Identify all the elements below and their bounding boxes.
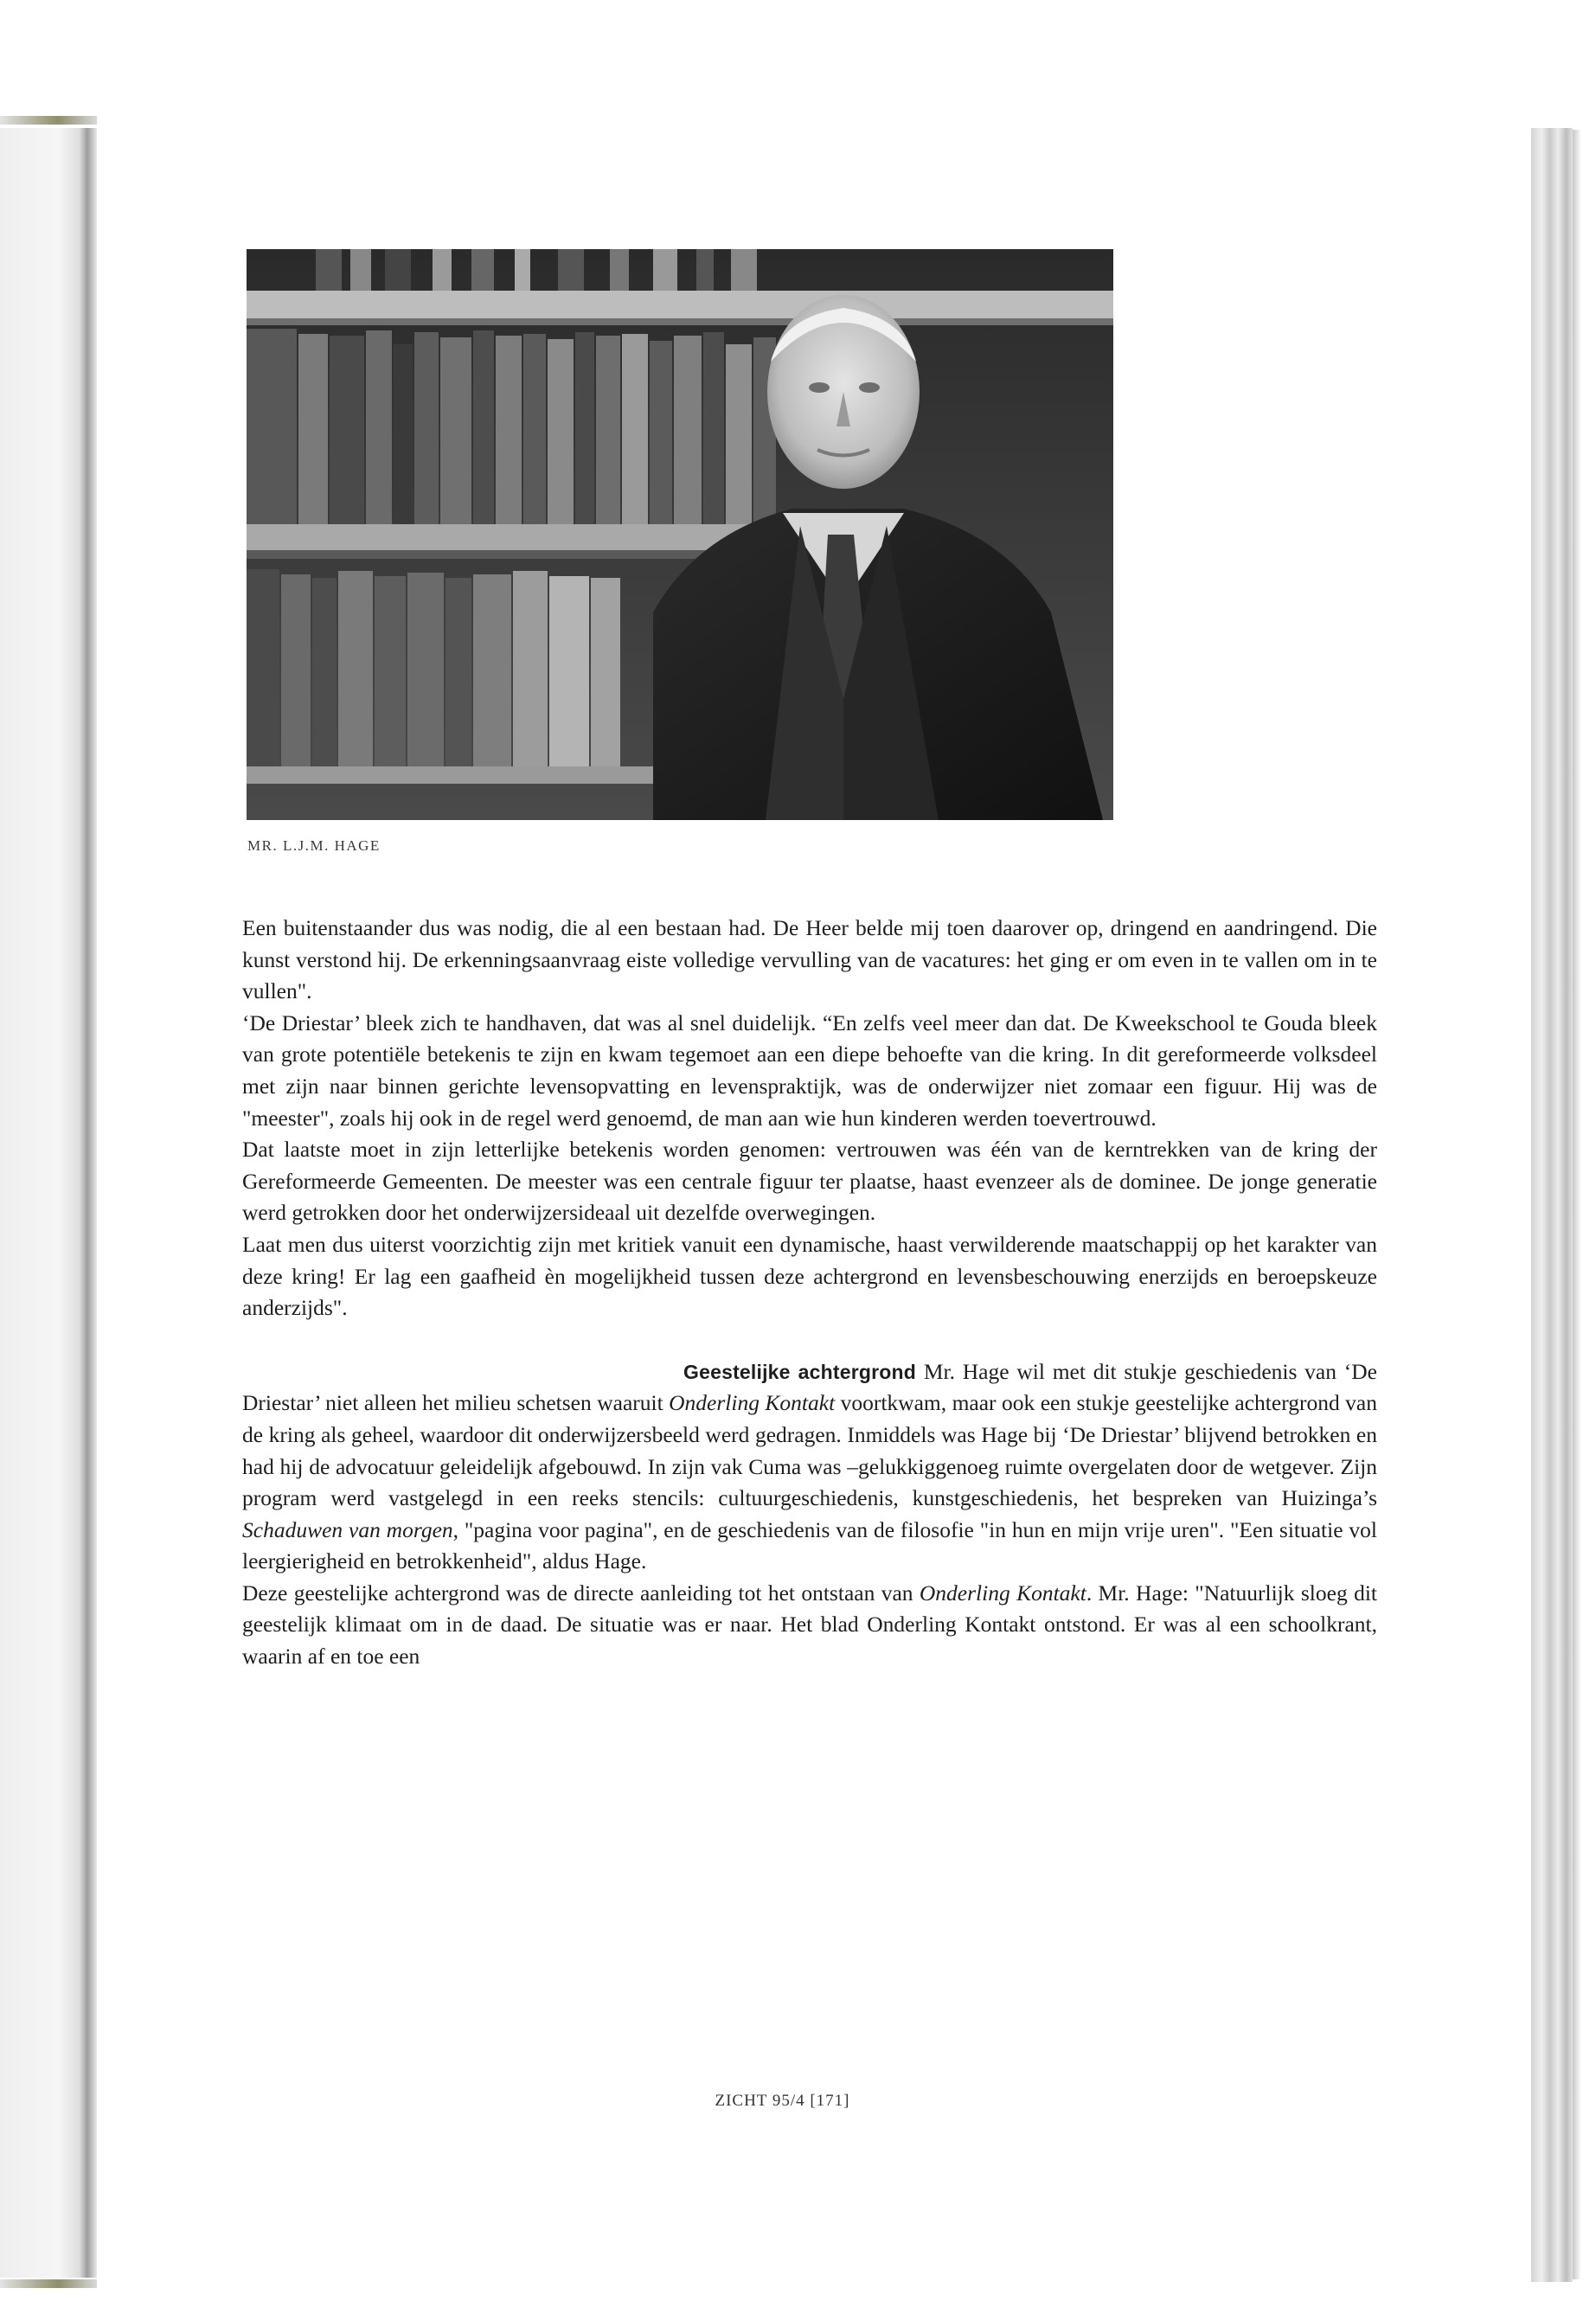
book-title: Schaduwen van morgen bbox=[242, 1516, 453, 1542]
paragraph-4: Laat men dus uiterst voorzichtig zijn met kritiek vanuit een dynamische, haast verwilderende maatschappij op het karakter van deze kring! Er lag een gaafheid èn mogelijkheid tussen deze achtergrond en levensbeschouwing enerzijds en beroepskeuze anderzijds". bbox=[242, 1231, 1377, 1321]
paragraph-5 bbox=[242, 1356, 1377, 1578]
paragraph-3: Dat laatste moet in zijn letterlijke betekenis worden genomen: vertrouwen was één van de kerntrekken van de kring der Gereformeerde Gemeenten. De meester was een centrale figuur ter plaatse, haast evenzeer als de dominee. De jonge generatie werd getrokken door het onderwijzersideaal uit dezelfde overwegingen. bbox=[242, 1137, 1377, 1226]
paragraph-6-part-b: . Mr. Hage: "Natuurlijk sloeg dit geestelijk klimaat om in de daad. De situatie was er naar. Het blad Onderling Kontakt ontstond. Er was al een schoolkrant, waarin af en toe een bbox=[242, 1580, 1377, 1670]
magazine-title-2: Onderling Kontakt bbox=[919, 1580, 1086, 1606]
paragraph-5-part-c: , "pagina voor pagina", en de geschiedenis van de filosofie "in hun en mijn vrije uren". "Een situatie vol leergierigheid en betrokkenheid", aldus Hage. bbox=[242, 1516, 1377, 1574]
magazine-title: Onderling Kontakt bbox=[669, 1390, 836, 1416]
page-edges-right bbox=[1531, 128, 1573, 2282]
book-binding-left bbox=[0, 128, 97, 2278]
portrait-photo bbox=[247, 249, 1113, 820]
portrait-photo-image bbox=[247, 249, 1113, 820]
paragraph-2: ‘De Driestar’ bleek zich te handhaven, dat was al snel duidelijk. “En zelfs veel meer dan dat. De Kweekschool te Gouda bleek van grote potentiële betekenis te zijn en kwam tegemoet aan een diepe behoefte van die kring. In dit gereformeerde volksdeel met zijn naar binnen gerichte levensopvatting en levenspraktijk, was de onderwijzer niet zomaar een figuur. Hij was de "meester", zoals hij ook in de regel werd genoemd, de man aan wie hun kinderen werden toevertrouwd. bbox=[242, 1009, 1377, 1131]
paragraph-6-part-a: Deze geestelijke achtergrond was de directe aanleiding tot het ontstaan van bbox=[242, 1580, 920, 1606]
paragraph-5-part-a: Mr. Hage wil met dit stukje geschiedenis van ‘De Driestar’ niet alleen het milieu schetsen waaruit bbox=[242, 1358, 1377, 1416]
article-body bbox=[242, 913, 1377, 1673]
folio: ZICHT 95/4 [171] bbox=[715, 2092, 850, 2110]
paragraph-1: Een buitenstaander dus was nodig, die al een bestaan had. De Heer belde mij toen daarover op, dringend en aandringend. Die kunst verstond hij. De erkenningsaanvraag eiste volledige vervulling van de vacatures: het ging er om even in te vallen om in te vullen". bbox=[242, 915, 1377, 1004]
section-heading: Geestelijke achtergrond bbox=[683, 1360, 917, 1383]
photo-caption: MR. L.J.M. HAGE bbox=[247, 837, 381, 854]
paragraph-6 bbox=[242, 1578, 1377, 1673]
page-shadow bbox=[1573, 130, 1581, 2279]
page-footer bbox=[0, 2092, 1596, 2111]
paragraph-5-part-b: voortkwam, maar ook een stukje geestelijke achtergrond van de kring als geheel, waardoor dit onderwijzersbeeld werd gedragen. Inmiddels was Hage bij ‘De Driestar’ blijvend betrokken en had hij de advocatuur geleidelijk afgebouwd. In zijn vak Cuma was –gelukkiggenoeg ruimte overgelaten door de wetgever. Zijn program werd vastgelegd in een reeks stencils: cultuurgeschiedenis, kunstgeschiedenis, het bespreken van Huizinga’s bbox=[242, 1390, 1377, 1511]
